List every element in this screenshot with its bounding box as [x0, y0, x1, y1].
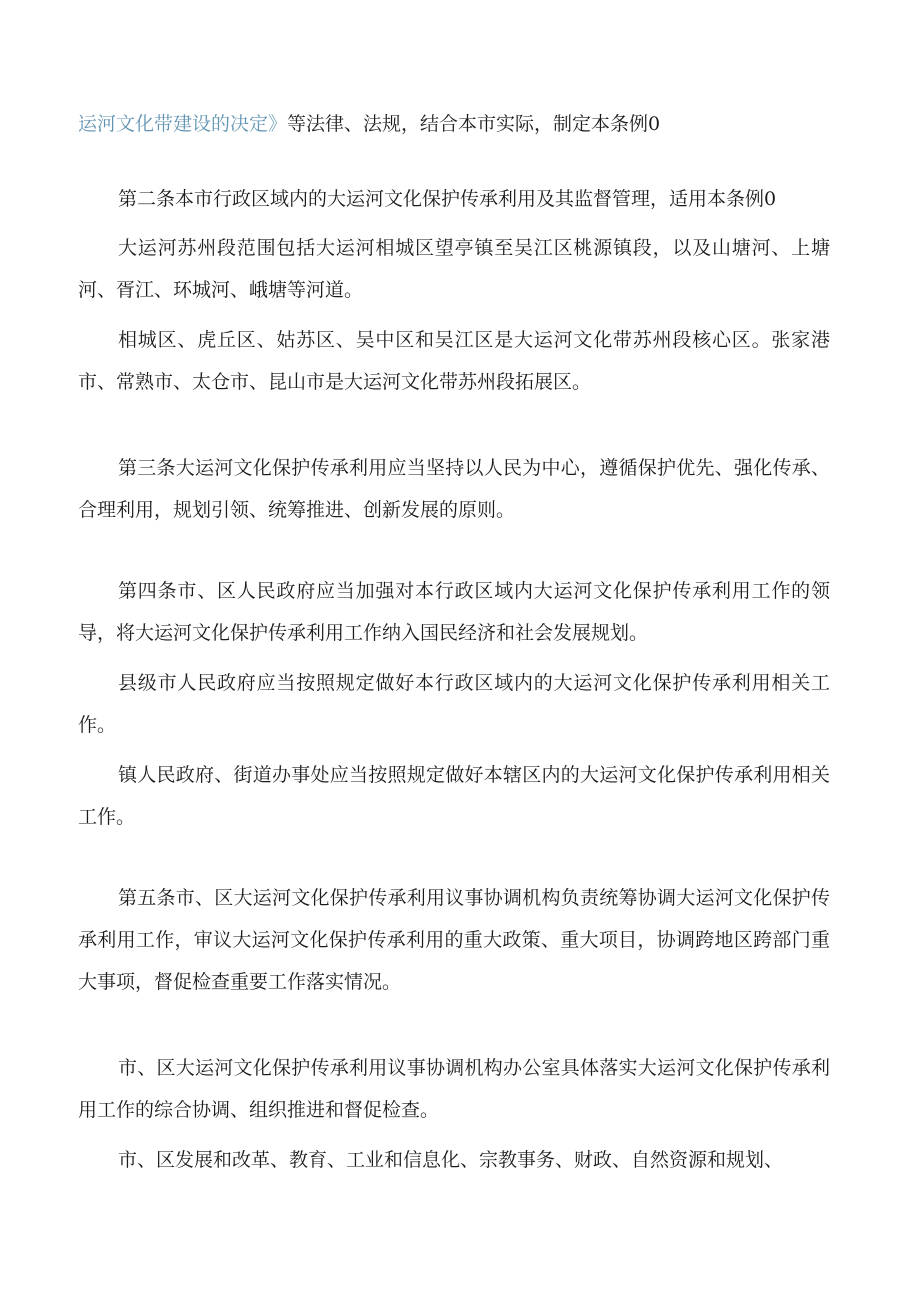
- paragraph-article-2: 第二条本市行政区域内的大运河文化保护传承利用及其监督管理，适用本条例0: [118, 188, 777, 210]
- paragraph-article-4: 第四条市、区人民政府应当加强对本行政区域内大运河文化保护传承利用工作的领导，将大运河文化保护传承利用工作纳入国民经济和社会发展规划。: [78, 580, 830, 644]
- paragraph-intro-continuation: [78, 103, 830, 145]
- paragraph-coordination-office: 市、区大运河文化保护传承利用议事协调机构办公室具体落实大运河文化保护传承利用工作的综合协调、组织推进和督促检查。: [78, 1057, 830, 1121]
- paragraph-article-5: 第五条市、区大运河文化保护传承利用议事协调机构负责统筹协调大运河文化保护传承利用工作，审议大运河文化保护传承利用的重大政策、重大项目，协调跨地区跨部门重大事项，督促检查重要工作落实情况。: [78, 887, 830, 993]
- paragraph-town-government: 镇人民政府、街道办事处应当按照规定做好本辖区内的大运河文化保护传承利用相关工作。: [78, 764, 830, 828]
- paragraph-text: 等法律、法规，结合本市实际，制定本条例0: [287, 113, 661, 135]
- paragraph-county-government: 县级市人民政府应当按照规定做好本行政区域内的大运河文化保护传承利用相关工作。: [78, 672, 830, 736]
- paragraph-districts: 相城区、虎丘区、姑苏区、吴中区和吴江区是大运河文化带苏州段核心区。张家港市、常熟市、太仓市、昆山市是大运河文化带苏州段拓展区。: [78, 329, 830, 393]
- paragraph-article-3: 第三条大运河文化保护传承利用应当坚持以人民为中心，遵循保护优先、强化传承、合理利用，规划引领、统筹推进、创新发展的原则。: [78, 457, 830, 521]
- decision-title-link[interactable]: 运河文化带建设的决定》: [78, 113, 288, 135]
- paragraph-departments: 市、区发展和改革、教育、工业和信息化、宗教事务、财政、自然资源和规划、: [118, 1149, 784, 1171]
- paragraph-scope: 大运河苏州段范围包括大运河相城区望亭镇至吴江区桃源镇段，以及山塘河、上塘河、胥江、环城河、峨塘等河道。: [78, 237, 830, 301]
